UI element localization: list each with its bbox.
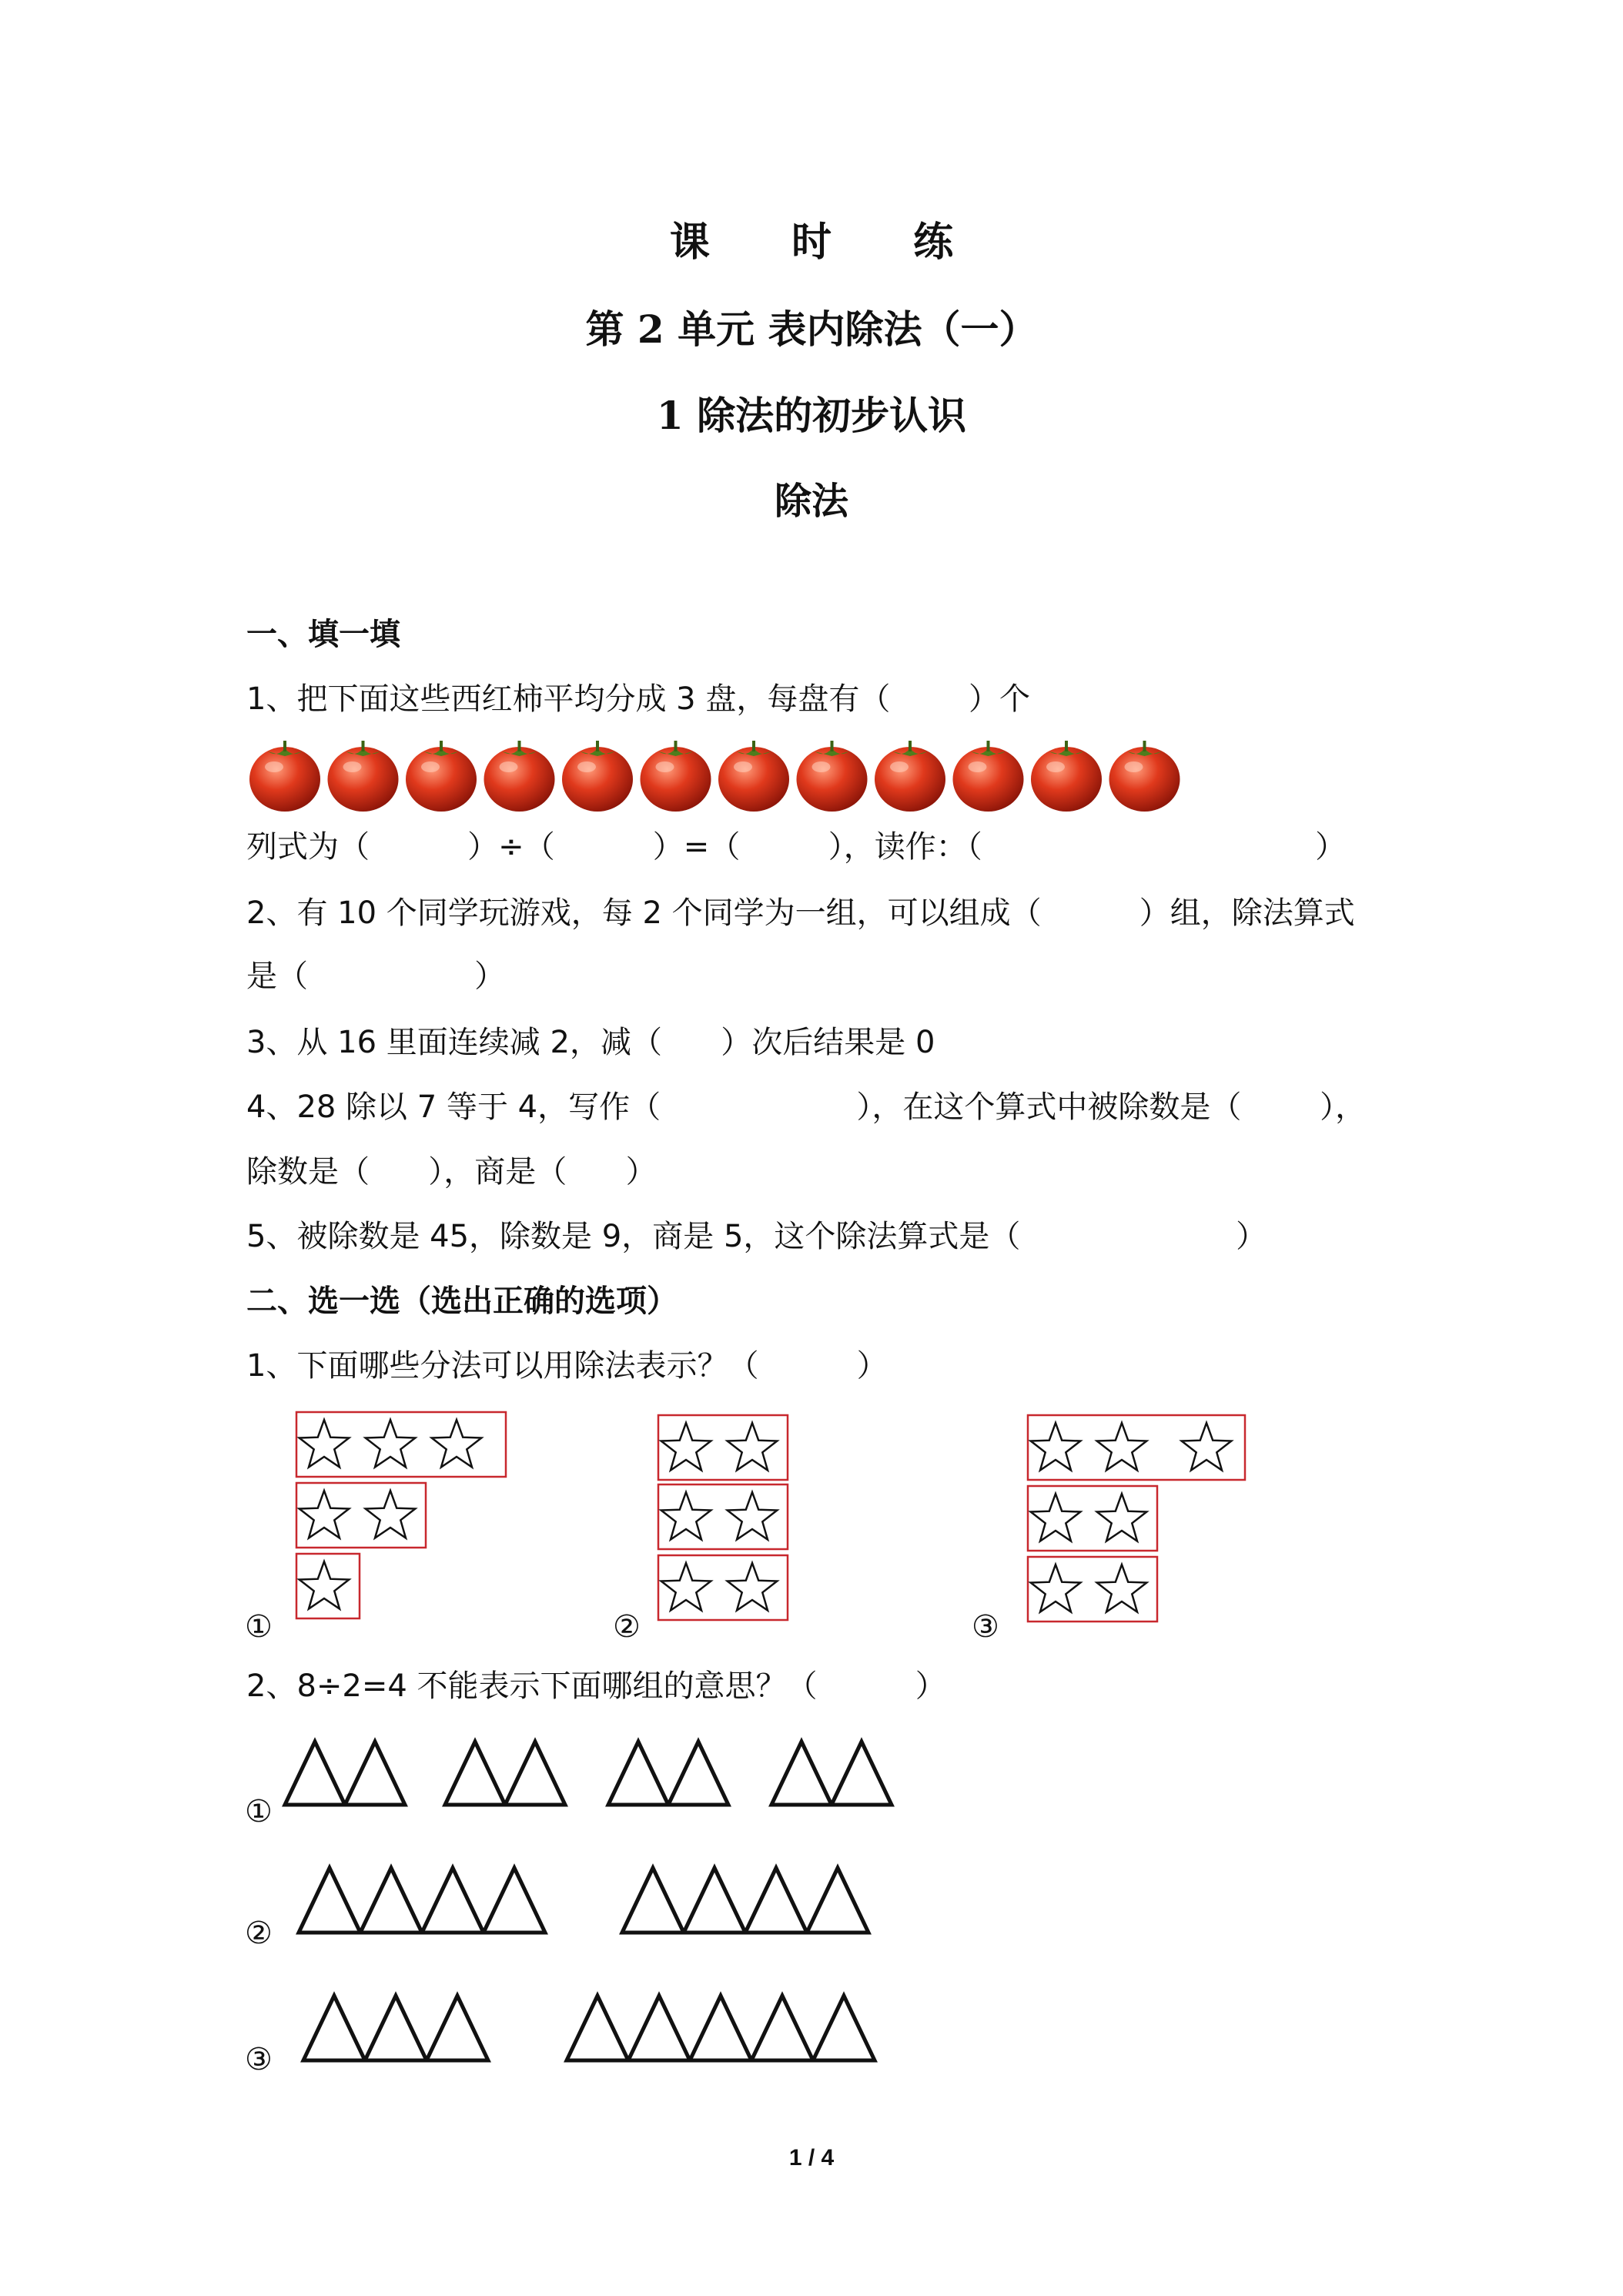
- tomato-icon: [953, 741, 1024, 812]
- star-icon: [432, 1420, 482, 1468]
- star-icon: [1097, 1565, 1147, 1612]
- tri-option-label-1: ①: [245, 1794, 273, 1829]
- triangle-icon: [745, 1868, 807, 1933]
- page-number: 1 / 4: [788, 2145, 835, 2170]
- question-2-2: 2、8÷2=4 不能表示下面哪组的意思？（ ）: [246, 1668, 946, 1704]
- option-label-1: ①: [245, 1609, 273, 1645]
- star-icon: [366, 1420, 416, 1468]
- triangle-icon: [299, 1868, 360, 1933]
- option-label-3: ③: [972, 1609, 999, 1645]
- tri-option-label-3: ③: [245, 2042, 273, 2077]
- question-1-4-line1: 4、28 除以 7 等于 4，写作（ ），在这个算式中被除数是（ ），: [246, 1089, 1367, 1125]
- star-icon: [1097, 1494, 1147, 1541]
- star-icon: [1097, 1423, 1147, 1471]
- tomato-icon: [249, 741, 320, 812]
- star-icon: [661, 1563, 711, 1611]
- question-1-2-line1: 2、有 10 个同学玩游戏，每 2 个同学为一组，可以组成（ ）组，除法算式: [246, 895, 1355, 931]
- tomato-icon: [641, 741, 711, 812]
- triangle-icon: [303, 1996, 365, 2060]
- question-2-1: 1、下面哪些分法可以用除法表示？（ ）: [246, 1348, 888, 1384]
- star-icon: [728, 1423, 778, 1471]
- star-icon: [1031, 1565, 1081, 1612]
- option-label-2: ②: [613, 1609, 641, 1645]
- triangle-icon: [751, 1996, 813, 2060]
- tomato-icon: [562, 741, 633, 812]
- triangle-groups-figure: [0, 1725, 1623, 2094]
- triangle-icon: [422, 1868, 484, 1933]
- triangle-icon: [427, 1996, 488, 2060]
- triangle-icon: [360, 1868, 422, 1933]
- triangle-icon: [622, 1868, 684, 1933]
- section1-heading: 一、填一填: [246, 616, 400, 652]
- star-groups-figure: [0, 1394, 1623, 1655]
- triangle-icon: [668, 1742, 728, 1805]
- triangle-icon: [505, 1742, 565, 1805]
- question-1-5: 5、被除数是 45，除数是 9，商是 5，这个除法算式是（ ）: [246, 1219, 1267, 1254]
- triangle-icon: [832, 1742, 892, 1805]
- star-icon: [300, 1420, 350, 1468]
- tri-option-label-2: ②: [245, 1916, 273, 1951]
- star-group-box: [296, 1554, 360, 1618]
- triangle-icon: [484, 1868, 545, 1933]
- triangle-icon: [567, 1996, 628, 2060]
- section2-heading: 二、选一选（选出正确的选项）: [246, 1283, 678, 1319]
- triangle-icon: [684, 1868, 745, 1933]
- triangle-icon: [813, 1996, 875, 2060]
- triangle-icon: [365, 1996, 427, 2060]
- star-icon: [728, 1563, 778, 1611]
- tomato-icon: [718, 741, 789, 812]
- triangle-icon: [445, 1742, 505, 1805]
- unit-title: 第 2 单元 表内除法（一）: [585, 306, 1038, 352]
- lesson-title: 1 除法的初步认识: [656, 393, 967, 438]
- page-title: 课 时 练: [669, 219, 988, 266]
- tomato-icon: [1031, 741, 1102, 812]
- star-icon: [366, 1491, 416, 1538]
- tomato-icon: [1109, 741, 1180, 812]
- star-icon: [1031, 1494, 1081, 1541]
- question-1-3: 3、从 16 里面连续减 2，减（ ）次后结果是 0: [246, 1025, 935, 1060]
- triangle-icon: [345, 1742, 405, 1805]
- topic-title: 除法: [774, 480, 848, 523]
- star-icon: [300, 1491, 350, 1538]
- triangle-icon: [608, 1742, 668, 1805]
- star-icon: [1182, 1423, 1232, 1471]
- tomato-icon: [797, 741, 868, 812]
- tomato-icon: [484, 741, 555, 812]
- tomato-icon: [406, 741, 477, 812]
- triangle-icon: [285, 1742, 345, 1805]
- question-1-4-line2: 除数是（ ），商是（ ）: [246, 1154, 657, 1190]
- question-1-2-line2: 是（ ）: [246, 959, 506, 994]
- star-icon: [661, 1423, 711, 1471]
- triangle-icon: [690, 1996, 751, 2060]
- star-icon: [1031, 1423, 1081, 1471]
- triangle-icon: [807, 1868, 868, 1933]
- triangle-icon: [771, 1742, 832, 1805]
- star-icon: [728, 1492, 778, 1540]
- tomato-row: [248, 738, 1203, 815]
- question-1-1: 1、把下面这些西红柿平均分成 3 盘，每盘有（ ）个: [246, 681, 1031, 717]
- star-icon: [300, 1561, 350, 1609]
- triangle-icon: [628, 1996, 690, 2060]
- question-1-1-formula: 列式为（ ）÷（ ）=（ ），读作：（ ）: [246, 829, 1347, 865]
- tomato-icon: [875, 741, 945, 812]
- tomato-icon: [328, 741, 399, 812]
- star-icon: [661, 1492, 711, 1540]
